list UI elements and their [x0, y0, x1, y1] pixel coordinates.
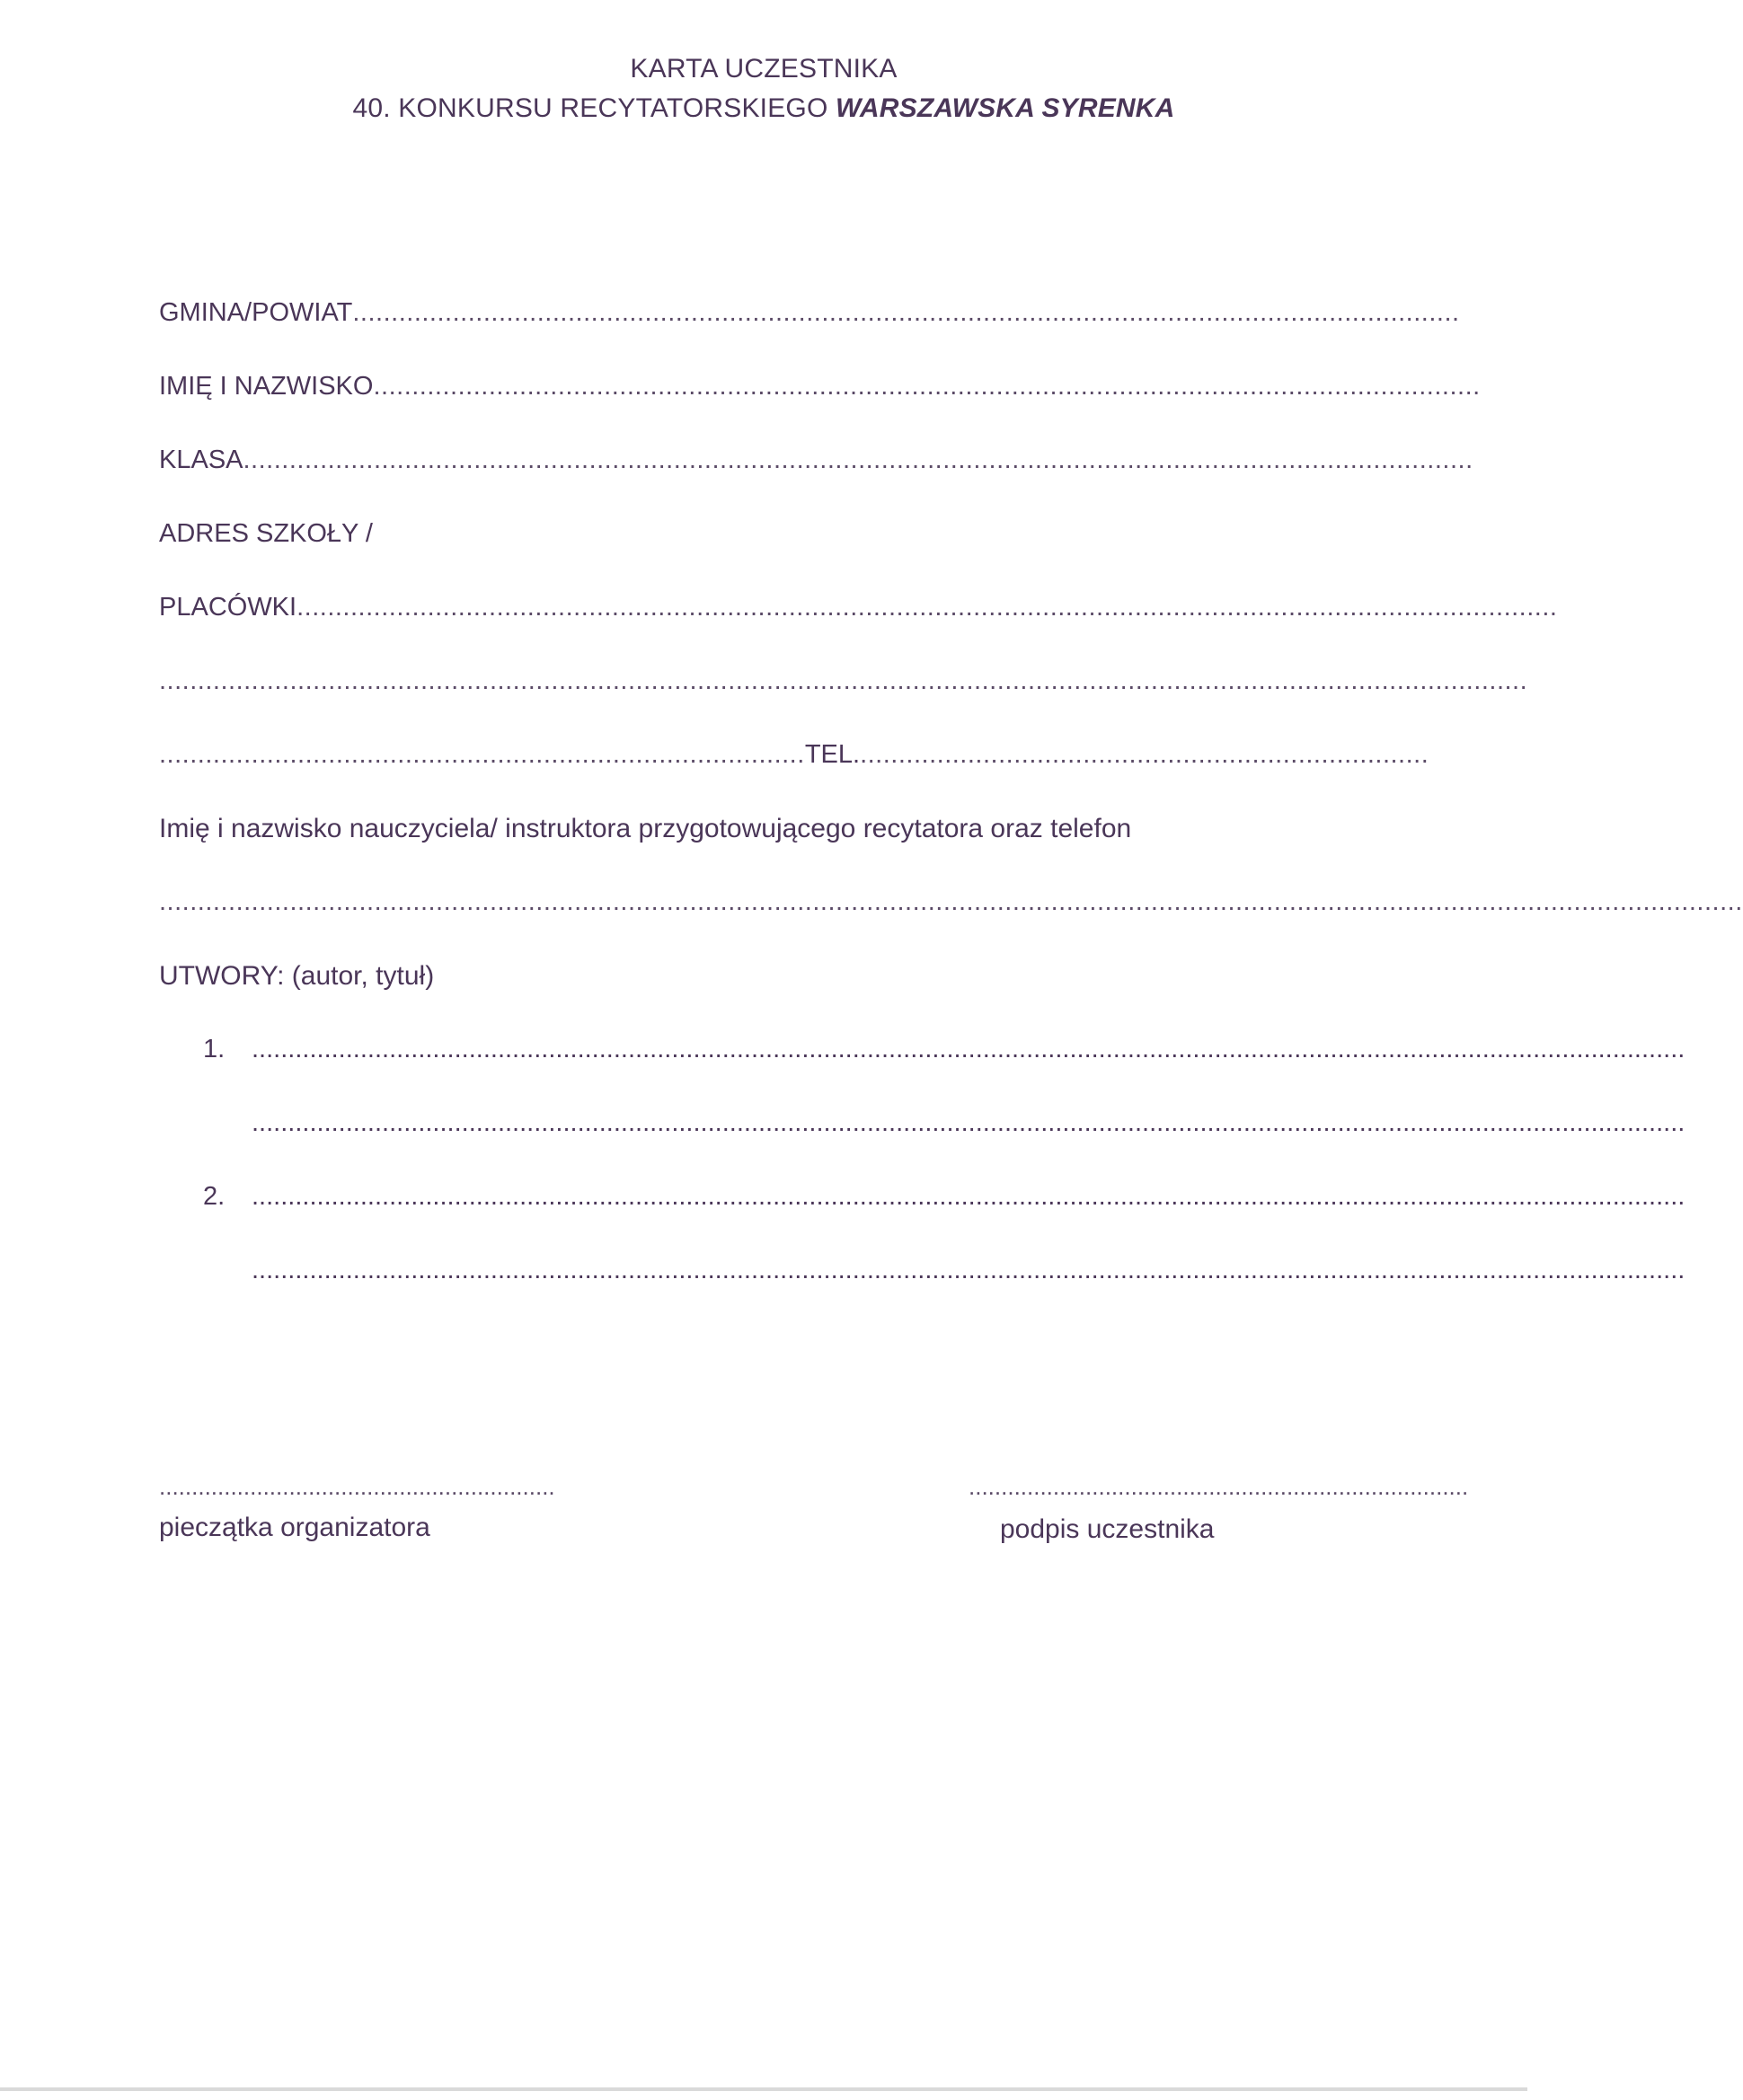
teacher-heading	[159, 814, 1327, 844]
work-1-field[interactable]	[252, 1035, 1685, 1064]
gmina-dotted-line: ................................................................................................................................................	[352, 298, 1460, 327]
class-label: KLASA	[159, 446, 243, 474]
works-heading	[159, 961, 878, 992]
gmina-field[interactable]	[159, 298, 1460, 328]
work-2-number: 2.	[203, 1182, 226, 1211]
class-field[interactable]	[159, 446, 1473, 475]
teacher-dotted-line: ..............................................................................................................................................................................................................	[159, 887, 1743, 916]
work-1-number: 1.	[203, 1035, 226, 1063]
form-subtitle	[0, 93, 1527, 124]
participant-signature-field[interactable]: .............................................................................	[969, 1473, 1469, 1500]
work-1-continuation-field[interactable]	[252, 1108, 1685, 1138]
institution-dotted-line: ....................................................................................................................................................................	[296, 593, 1558, 622]
organizer-stamp-label: pieczątka organizatora	[159, 1513, 430, 1542]
phone-label: TEL.	[804, 740, 861, 769]
teacher-field[interactable]	[159, 887, 1743, 917]
name-label: IMIĘ I NAZWISKO	[159, 372, 374, 401]
scan-bottom-edge	[0, 2087, 1527, 2091]
work-2-continuation-dotted-line: ......................................................................................................................................................................................................	[252, 1256, 1685, 1284]
institution-field[interactable]	[159, 593, 1558, 622]
school-address-heading	[159, 519, 698, 549]
subtitle-prefix: 40. KONKURSU RECYTATORSKIEGO	[352, 93, 836, 123]
class-dotted-line: ................................................................................................................................................................	[243, 446, 1473, 474]
work-2-field[interactable]	[252, 1182, 1685, 1212]
name-field[interactable]	[159, 372, 1481, 401]
subtitle-emphasis: WARSZAWSKA SYRENKA	[836, 93, 1175, 123]
work-1-continuation-dotted-line: ......................................................................................................................................................................................................	[252, 1108, 1685, 1137]
name-dotted-line: ................................................................................................................................................	[373, 372, 1481, 401]
organizer-stamp-field[interactable]: .............................................................	[159, 1473, 555, 1500]
address-continuation-field[interactable]	[159, 666, 1528, 696]
gmina-label: GMINA/POWIAT	[159, 298, 353, 327]
works-label: UTWORY: (autor, tytuł)	[159, 961, 435, 991]
phone-field[interactable]	[159, 740, 1429, 770]
teacher-label: Imię i nazwisko nauczyciela/ instruktora przygotowującego recytatora oraz telefon	[159, 814, 1132, 843]
school-address-label: ADRES SZKOŁY /	[159, 519, 373, 548]
work-2-dotted-line: ......................................................................................................................................................................................................	[252, 1182, 1685, 1211]
work-2-continuation-field[interactable]	[252, 1256, 1685, 1285]
institution-label: PLACÓWKI	[159, 593, 297, 622]
work-1-dotted-line: ......................................................................................................................................................................................................	[252, 1035, 1685, 1063]
phone-dotted-line: ..........................................................................	[860, 740, 1429, 769]
participant-signature-label: podpis uczestnika	[1000, 1514, 1215, 1544]
form-title: KARTA UCZESTNIKA	[630, 54, 898, 84]
address-continuation-dotted-line: ..................................................................................................................................................................................	[159, 666, 1528, 695]
address-end-dotted-line: ....................................................................................	[159, 740, 805, 769]
